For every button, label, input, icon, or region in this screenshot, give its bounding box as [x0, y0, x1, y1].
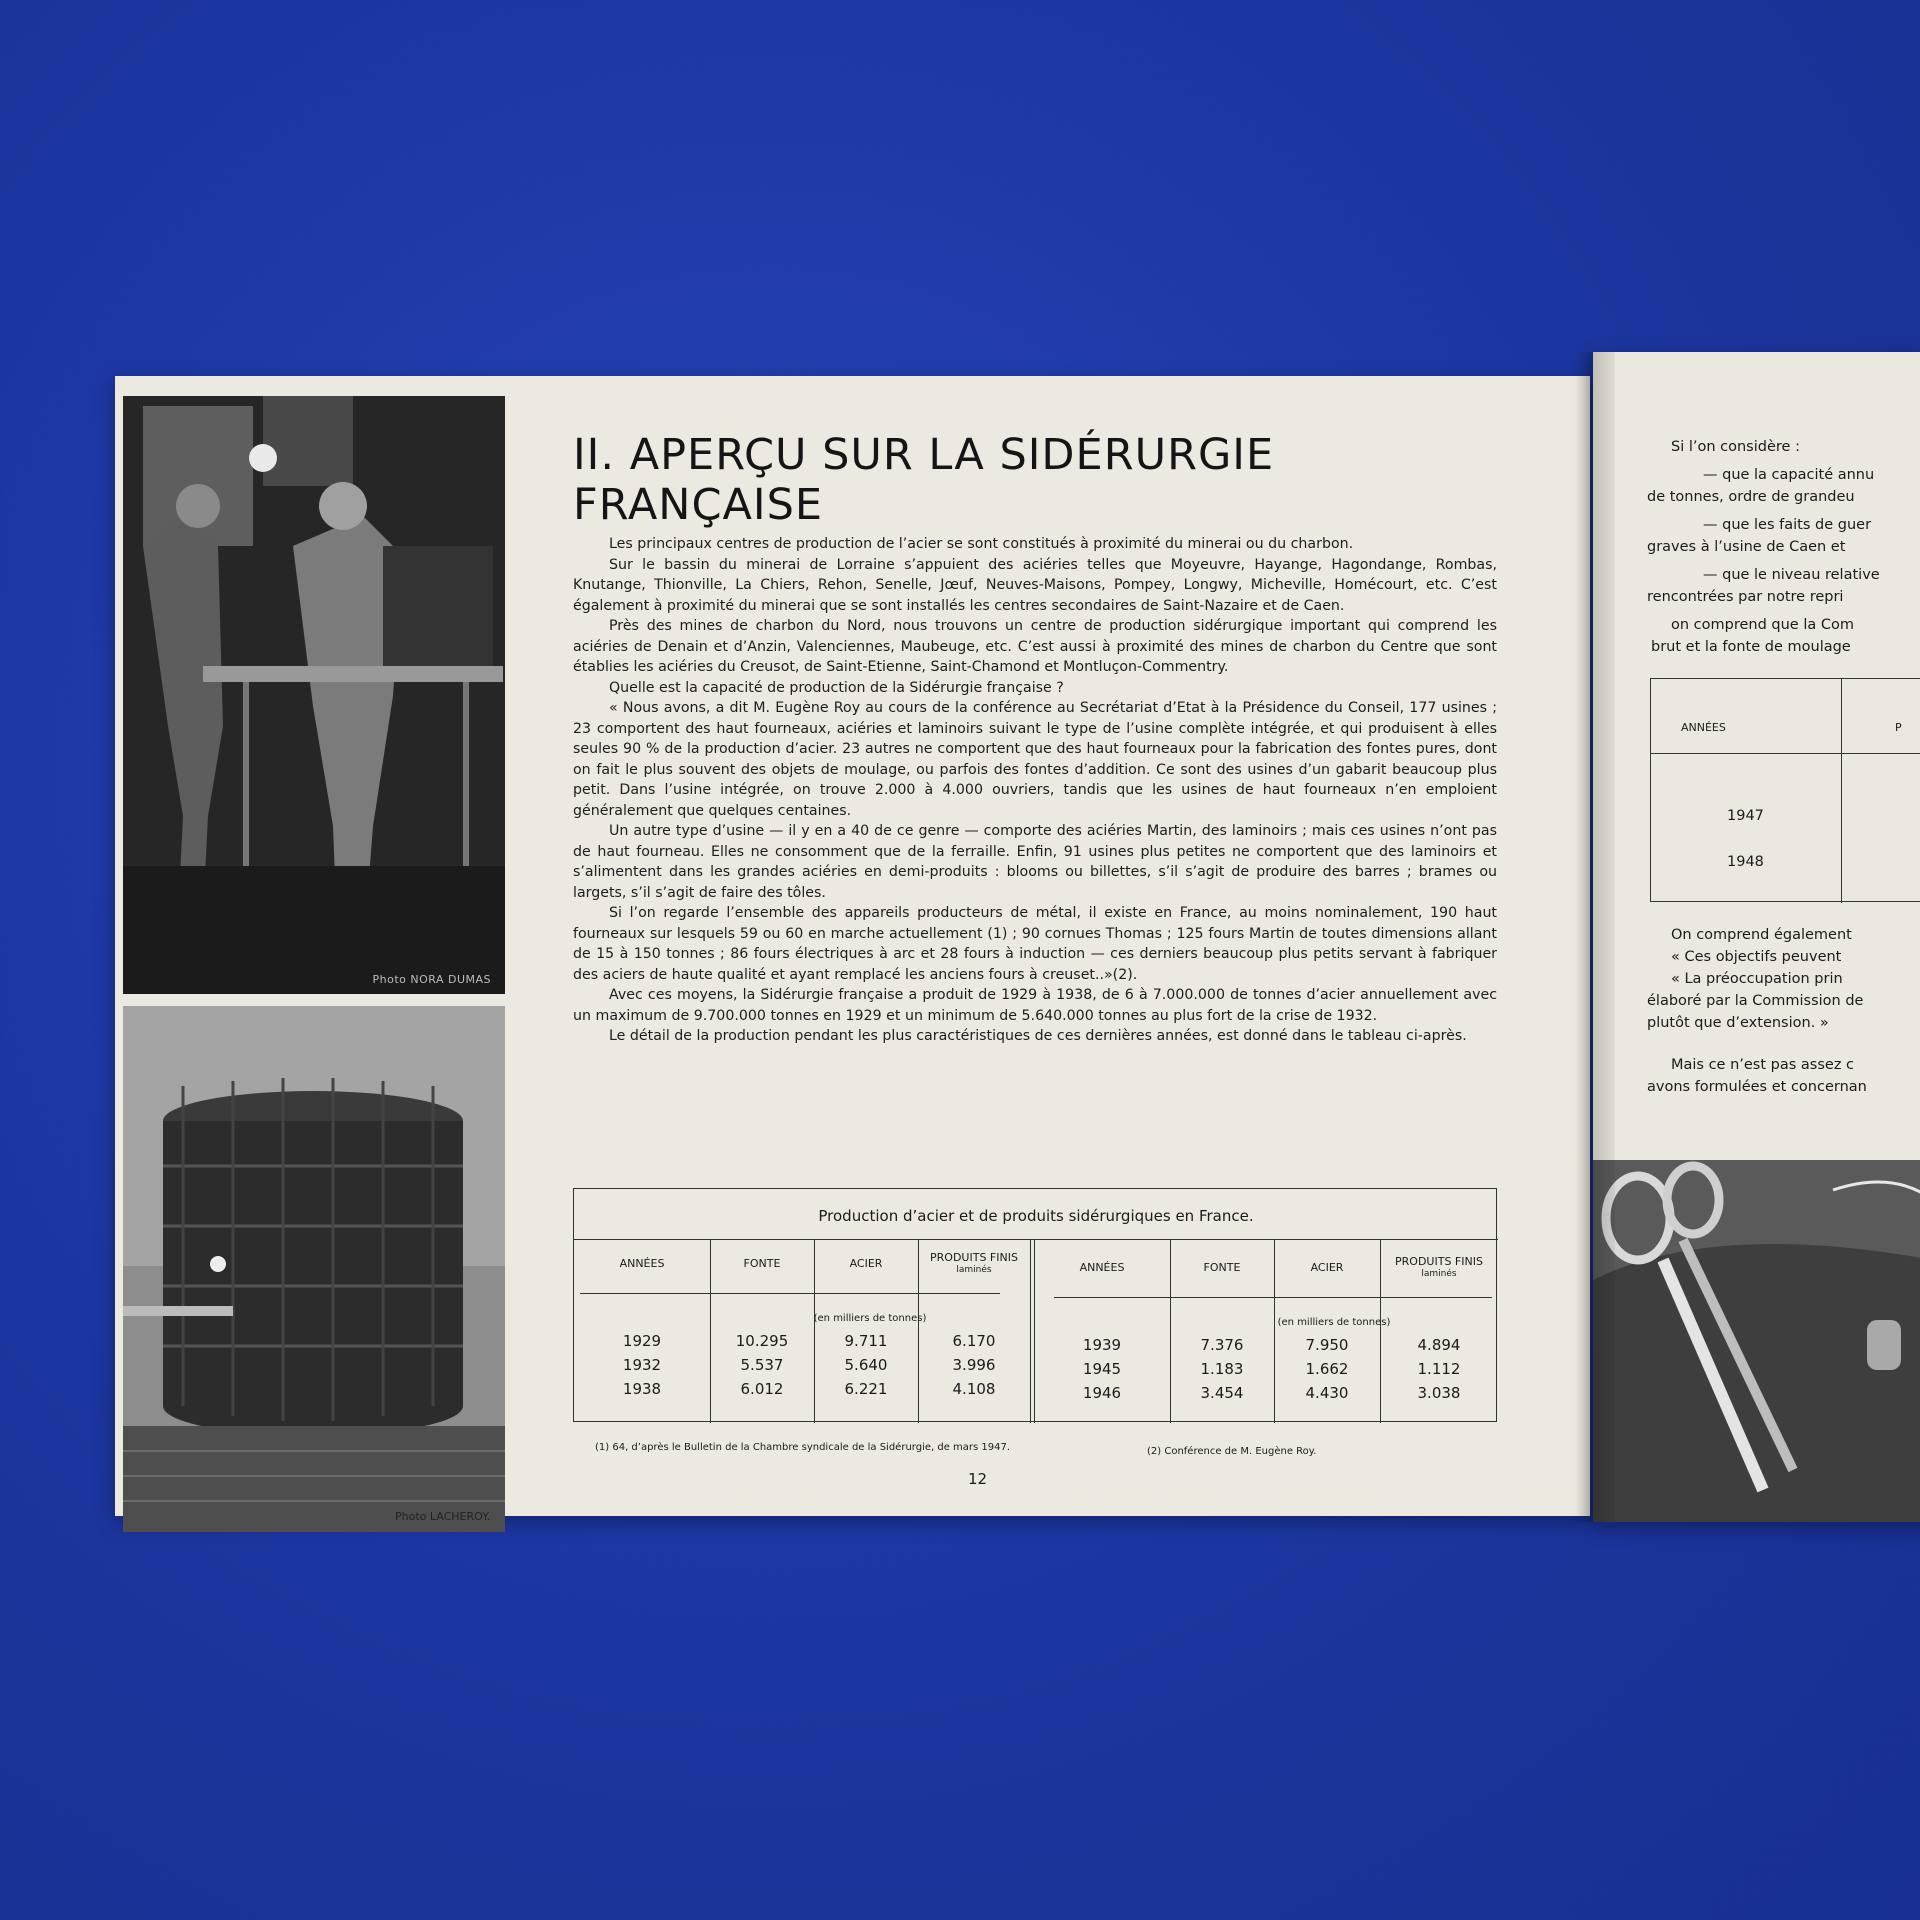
table-cell: 4.430: [1305, 1384, 1349, 1402]
header-annees: ANNÉES: [619, 1257, 665, 1270]
paragraph: Le détail de la production pendant les plus caractéristiques de ces dernières années, est donné dans le tableau ci-après.: [609, 1028, 1467, 1044]
table-cell: 6.221: [844, 1380, 888, 1398]
header-produits: [1380, 1255, 1498, 1281]
right-line: — que la capacité annu: [1703, 467, 1875, 483]
table-cell: 1.662: [1305, 1360, 1349, 1378]
table-cell: 1945: [1082, 1360, 1122, 1378]
right-table-year: 1947: [1727, 808, 1764, 824]
right-line: Si l’on considère :: [1671, 439, 1800, 455]
scissors-photo: [1593, 1160, 1920, 1522]
table-cell: 1938: [622, 1380, 662, 1398]
table-cell: 5.640: [844, 1356, 888, 1374]
body-text: [573, 534, 1497, 1047]
footnote-2: (2) Conférence de M. Eugène Roy.: [1147, 1446, 1317, 1457]
gasometer-illustration: [123, 1006, 505, 1532]
unit-label: (en milliers de tonnes): [813, 1313, 927, 1324]
table-cell: 10.295: [735, 1332, 789, 1350]
photo-credit-top: Photo NORA DUMAS: [372, 973, 491, 986]
left-page: [115, 376, 1590, 1523]
production-table: [573, 1188, 1497, 1422]
table-rule: [1030, 1239, 1031, 1423]
booklet-spread: [115, 352, 1920, 1522]
table-cell: 3.996: [952, 1356, 996, 1374]
right-line: avons formulées et concernan: [1647, 1079, 1867, 1095]
workshop-illustration: [123, 396, 505, 994]
right-table-header: ANNÉES: [1681, 721, 1726, 734]
right-line: graves à l’usine de Caen et: [1647, 539, 1846, 555]
table-cell: 3.454: [1200, 1384, 1244, 1402]
table-cell: 4.894: [1417, 1336, 1461, 1354]
table-cell: 1929: [622, 1332, 662, 1350]
table-rule: [580, 1293, 1000, 1294]
table-cell: 1.112: [1417, 1360, 1461, 1378]
paragraph: Si l’on regarde l’ensemble des appareils producteurs de métal, il existe en France, au moins nominalement, 190 haut fourneaux sur lesquels 59 ou 60 en marche actuellement (1) ; 90 cornues Thomas ; 125 fours Martin de toutes dimensions allant de 15 à 150 tonnes ; 86 fours électriques à arc et 28 fours à induction — ces derniers beaucoup plus petits servant à fabriquer des aciers de haute qualité et ayant remplacé les anciens fours à creuset..»(2).: [573, 905, 1497, 983]
table-cell: 1932: [622, 1356, 662, 1374]
page-number: 12: [968, 1470, 988, 1488]
page-title: II. APERÇU SUR LA SIDÉRURGIE FRANÇAISE: [573, 430, 1275, 530]
paragraph: Près des mines de charbon du Nord, nous trouvons un centre de production sidérurgique important qui comprend les aciéries de Denain et d’Anzin, Valenciennes, Maubeuge, etc. C’est aussi à proximité des mines de charbon du Centre que sont établies les aciéries du Creusot, de Saint-Etienne, Saint-Chamond et Montluçon-Commentry.: [573, 618, 1497, 675]
right-line: Mais ce n’est pas assez c: [1671, 1057, 1855, 1073]
table-cell: 6.012: [740, 1380, 784, 1398]
paragraph: Quelle est la capacité de production de la Sidérurgie française ?: [609, 679, 1064, 696]
paragraph: Avec ces moyens, la Sidérurgie française a produit de 1929 à 1938, de 6 à 7.000.000 de tonnes d’acier annuellement avec un maximum de 9.700.000 tonnes en 1929 et un minimum de 5.640.000 tonnes au plus fort de la crise de 1932.: [573, 987, 1497, 1024]
right-line: élaboré par la Commission de: [1647, 993, 1864, 1009]
table-rule: [1841, 679, 1842, 903]
header-fonte: FONTE: [743, 1257, 781, 1270]
right-page: [1593, 352, 1920, 1522]
table-rule: [574, 1239, 1498, 1240]
right-table: [1650, 678, 1920, 902]
header-annees: ANNÉES: [1079, 1261, 1125, 1274]
table-rule: [1651, 753, 1920, 754]
right-line: on comprend que la Com: [1671, 617, 1854, 633]
table-cell: 6.170: [952, 1332, 996, 1350]
paragraph: « Nous avons, a dit M. Eugène Roy au cours de la conférence au Secrétariat d’Etat à la Présidence du Conseil, 177 usines ; 23 comportent des haut fourneaux, aciéries et laminoirs suivant le type de l’usine complète intégrée, et qui produisent à elles seules 90 % de la production d’acier. 23 autres ne comportent que des haut fourneaux pour la fabrication des fontes pures, dont on fait le plus souvent des objets de moulage, ou parfois des fontes d’addition. Ce sont des usines d’un gabarit beaucoup plus petit. Dans l’usine intégrée, on trouve 2.000 à 4.000 ouvriers, tandis que les usines de haut fourneaux n’en emploient généralement que quelques centaines.: [573, 700, 1497, 819]
header-fonte: FONTE: [1203, 1261, 1241, 1274]
header-lamines-label: laminés: [1421, 1269, 1457, 1279]
header-produits-label: PRODUITS FINIS: [930, 1251, 1018, 1264]
workshop-photo: [123, 396, 505, 994]
table-cell: 1946: [1082, 1384, 1122, 1402]
right-line: « Ces objectifs peuvent: [1671, 949, 1842, 965]
header-acier: ACIER: [1310, 1261, 1344, 1274]
right-line: de tonnes, ordre de grandeu: [1647, 489, 1855, 505]
table-caption: Production d’acier et de produits sidérurgiques en France.: [818, 1207, 1254, 1225]
gasometer-photo: [123, 1006, 505, 1532]
table-cell: 5.537: [740, 1356, 784, 1374]
right-table-year: 1948: [1727, 854, 1764, 870]
paragraph: Un autre type d’usine — il y en a 40 de ce genre — comporte des aciéries Martin, des laminoirs ; mais ces usines n’ont pas de haut fourneau. Elles ne consomment que de la ferraille. Enfin, 91 usines plus petites ne comportent que des laminoirs et s’alimentent dans les grandes aciéries en demi-produits : blooms ou billettes, s’il s’agit de produire des barres ; brames ou largets, s’il s’agit de faire des tôles.: [573, 823, 1497, 901]
table-cell: 1.183: [1200, 1360, 1244, 1378]
scissors-illustration: [1593, 1160, 1920, 1522]
right-line: On comprend également: [1671, 927, 1852, 943]
unit-label: (en milliers de tonnes): [1277, 1317, 1391, 1328]
table-cell: 9.711: [844, 1332, 888, 1350]
right-line: — que le niveau relative: [1703, 567, 1880, 583]
right-table-header: P: [1895, 721, 1902, 734]
table-cell: 3.038: [1417, 1384, 1461, 1402]
right-line: brut et la fonte de moulage: [1651, 639, 1851, 655]
paragraph: Sur le bassin du minerai de Lorraine s’appuient des aciéries telles que Moyeuvre, Hayange, Hagondange, Rombas, Knutange, Thionville, La Chiers, Rehon, Senelle, Jœuf, Neuves-Maisons, Pompey, Longwy, Micheville, Homécourt, etc. C’est également à proximité du minerai que se sont installés les centres secondaires de Saint-Nazaire et de Caen.: [573, 556, 1497, 614]
header-produits: [918, 1251, 1030, 1277]
footnote-1: (1) 64, d’après le Bulletin de la Chambre syndicale de la Sidérurgie, de mars 1947.: [595, 1442, 1011, 1453]
right-line: « La préoccupation prin: [1671, 971, 1843, 987]
right-line: rencontrées par notre repri: [1647, 589, 1844, 605]
header-lamines-label: laminés: [956, 1265, 992, 1275]
right-line: — que les faits de guer: [1703, 517, 1872, 533]
header-produits-label: PRODUITS FINIS: [1395, 1255, 1483, 1268]
photo-credit-bottom: Photo LACHEROY.: [395, 1510, 491, 1523]
table-cell: 7.376: [1200, 1336, 1244, 1354]
header-acier: ACIER: [849, 1257, 883, 1270]
table-rule: [1054, 1297, 1492, 1298]
table-cell: 7.950: [1305, 1336, 1349, 1354]
table-cell: 4.108: [952, 1380, 996, 1398]
table-cell: 1939: [1082, 1336, 1122, 1354]
right-line: plutôt que d’extension. »: [1647, 1015, 1829, 1031]
paragraph: Les principaux centres de production de l’acier se sont constitués à proximité du minerai ou du charbon.: [609, 536, 1354, 552]
